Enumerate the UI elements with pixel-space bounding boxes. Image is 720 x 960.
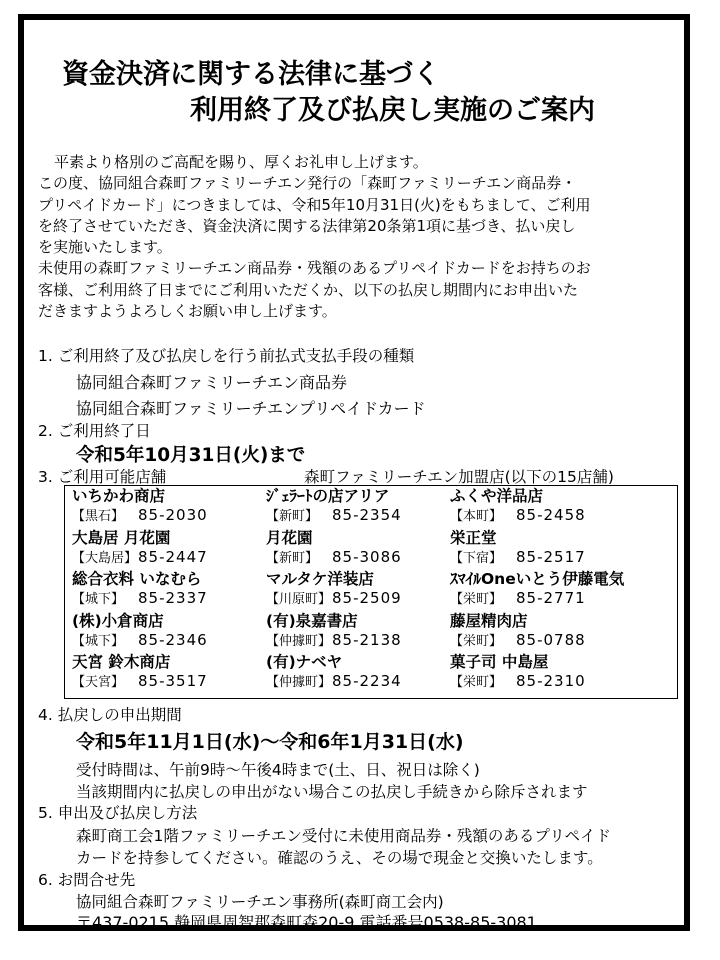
store-entry — [450, 653, 624, 695]
store-area: 【天宮】 — [72, 675, 125, 690]
store-name: ｼﾞｪﾗｰﾄの店アリア — [266, 487, 390, 505]
store-area: 【栄町】 — [450, 675, 503, 690]
store-tel: 85-2354 — [332, 506, 402, 524]
section-4-line: 当該期間内に払戻しの申出がない場合この払戻し手続きから除斥されます — [76, 783, 588, 801]
store-entry — [450, 612, 624, 654]
store-entry — [450, 487, 624, 529]
store-name: ふくや洋品店 — [450, 487, 544, 505]
store-tel: 85-2771 — [516, 589, 586, 607]
store-entry — [72, 612, 208, 654]
intro-line: この度、協同組合森町ファミリーチエン発行の「森町ファミリーチエン商品券・ — [38, 174, 577, 193]
store-entry — [72, 653, 208, 695]
section-3-heading: 3. ご利用可能店舗 — [38, 468, 167, 486]
store-entry — [450, 529, 624, 571]
store-entry — [450, 570, 624, 612]
section-5-line: カードを持参してください。確認のうえ、その場で現金と交換いたします。 — [76, 849, 603, 867]
store-name: 菓子司 中島屋 — [450, 653, 549, 671]
section-4-heading: 4. 払戻しの申出期間 — [38, 706, 182, 724]
refund-period: 令和5年11月1日(水)～令和6年1月31日(水) — [76, 731, 464, 753]
store-tel: 85-2509 — [332, 589, 402, 607]
store-tel: 85-0788 — [516, 630, 586, 649]
section-6-heading: 6. お問合せ先 — [38, 871, 136, 889]
store-entry — [266, 487, 402, 529]
store-column — [450, 487, 624, 695]
store-area: 【川原町】 — [266, 592, 332, 607]
store-area: 【大島居】 — [72, 550, 138, 566]
store-area: 【城下】 — [72, 592, 125, 607]
store-name: 栄正堂 — [450, 528, 497, 547]
store-entry — [266, 529, 402, 571]
store-area: 【栄町】 — [450, 592, 503, 607]
intro-paragraph — [38, 152, 688, 322]
store-tel: 85-3517 — [138, 672, 208, 690]
store-entry — [72, 487, 208, 529]
section-3-note: 森町ファミリーチエン加盟店(以下の15店舗) — [304, 468, 614, 486]
intro-line: を実施いたします。 — [38, 238, 172, 257]
store-area: 【栄町】 — [450, 633, 503, 649]
store-area: 【黒石】 — [72, 509, 125, 524]
store-tel: 85-2030 — [138, 506, 208, 524]
store-name: (有)泉嘉書店 — [266, 611, 358, 630]
contact-address: 〒437-0215 静岡県周智郡森町森20-9 電話番号0538-85-3081 — [76, 913, 537, 932]
store-tel: 85-2138 — [332, 630, 402, 649]
store-tel: 85-2458 — [516, 506, 586, 524]
store-tel: 85-2346 — [138, 630, 208, 649]
intro-line: だきますようよろしくお願い申し上げます。 — [38, 302, 337, 321]
intro-line: 未使用の森町ファミリーチエン商品券・残額のあるプリペイドカードをお持ちのお — [38, 259, 591, 278]
store-tel: 85-2310 — [516, 672, 586, 690]
end-date: 令和5年10月31日(火)まで — [76, 445, 306, 466]
contact-office: 協同組合森町ファミリーチエン事務所(森町商工会内) — [76, 893, 444, 911]
section-1-heading: 1. ご利用終了及び払戻しを行う前払式支払手段の種類 — [38, 347, 415, 365]
store-name: 大島居 月花園 — [72, 528, 171, 547]
store-name: 総合衣料 いなむら — [72, 570, 202, 588]
store-entry — [266, 612, 402, 654]
section-5-line: 森町商工会1階ファミリーチエン受付に未使用商品券・残額のあるプリペイド — [76, 827, 612, 845]
store-area: 【下宿】 — [450, 550, 503, 566]
store-tel: 85-3086 — [332, 547, 402, 566]
intro-line: 平素より格別のご高配を賜り、厚くお礼申し上げます。 — [54, 153, 428, 171]
store-tel: 85-2517 — [516, 547, 586, 566]
store-entry — [72, 529, 208, 571]
intro-line: を終了させていただき、資金決済に関する法律第20条第1項に基づき、払い戻し — [38, 216, 576, 235]
section-5-heading: 5. 申出及び払戻し方法 — [38, 804, 198, 822]
title-line-1: 資金決済に関する法律に基づく — [62, 59, 440, 90]
section-1-item: 協同組合森町ファミリーチエンプリペイドカード — [76, 399, 426, 418]
section-1-item: 協同組合森町ファミリーチエン商品券 — [76, 373, 348, 392]
store-area: 【本町】 — [450, 509, 503, 524]
store-area: 【新町】 — [266, 509, 319, 524]
intro-line: プリペイドカード」につきましては、令和5年10月31日(火)をもちまして、ご利用 — [38, 195, 591, 214]
store-name: いちかわ商店 — [72, 487, 166, 505]
store-name: ｽﾏｲﾙOneいとう伊藤電気 — [450, 570, 625, 588]
store-entry — [72, 570, 208, 612]
store-name: マルタケ洋装店 — [266, 570, 374, 588]
store-name: (株)小倉商店 — [72, 611, 164, 630]
store-name: 天宮 鈴木商店 — [72, 653, 171, 671]
section-4-line: 受付時間は、午前9時～午後4時まで(土、日、祝日は除く) — [76, 761, 480, 779]
store-tel: 85-2337 — [138, 589, 208, 607]
store-area: 【仲據町】 — [266, 675, 332, 690]
store-entry — [266, 570, 402, 612]
title-line-2: 利用終了及び払戻し実施のご案内 — [190, 95, 595, 126]
store-entry — [266, 653, 402, 695]
section-2-heading: 2. ご利用終了日 — [38, 422, 151, 440]
intro-line: 客様、ご利用終了日までにご利用いただくか、以下の払戻し期間内にお申出いた — [38, 280, 579, 299]
store-area: 【仲據町】 — [266, 633, 332, 649]
store-name: 藤屋精肉店 — [450, 611, 528, 630]
store-name: 月花園 — [266, 528, 313, 547]
store-tel: 85-2447 — [138, 547, 208, 566]
store-area: 【城下】 — [72, 633, 125, 649]
store-column — [72, 487, 208, 695]
store-column — [266, 487, 402, 695]
store-tel: 85-2234 — [332, 672, 402, 690]
store-name: (有)ナベヤ — [266, 653, 343, 671]
store-area: 【新町】 — [266, 550, 319, 566]
